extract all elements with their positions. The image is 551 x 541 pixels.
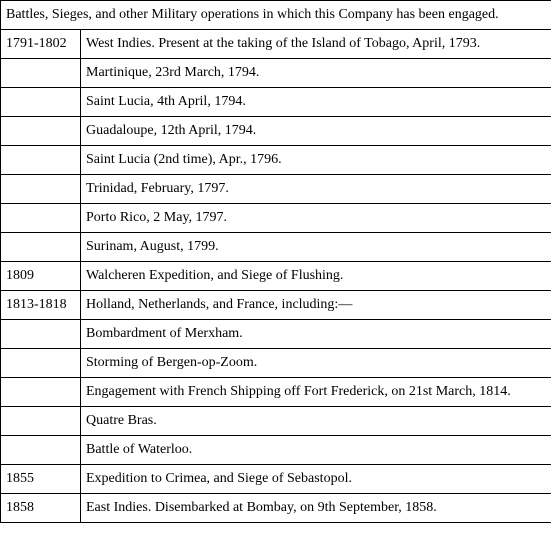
table-row [1, 320, 551, 349]
year-cell [1, 204, 81, 233]
year-cell [1, 88, 81, 117]
event-cell: Guadaloupe, 12th April, 1794. [81, 117, 551, 146]
year-cell [1, 349, 81, 378]
event-cell: Saint Lucia (2nd time), Apr., 1796. [81, 146, 551, 175]
table-row [1, 407, 551, 436]
year-cell [1, 436, 81, 465]
event-cell: Battle of Waterloo. [81, 436, 551, 465]
table-row [1, 204, 551, 233]
year-cell: 1791-1802 [1, 30, 81, 59]
event-cell: Porto Rico, 2 May, 1797. [81, 204, 551, 233]
year-cell [1, 407, 81, 436]
event-cell: Expedition to Crimea, and Siege of Sebastopol. [81, 465, 551, 494]
table-row [1, 291, 551, 320]
year-cell [1, 320, 81, 349]
table-row [1, 117, 551, 146]
event-cell: Saint Lucia, 4th April, 1794. [81, 88, 551, 117]
event-cell: West Indies. Present at the taking of the Island of Tobago, April, 1793. [81, 30, 551, 59]
table-row [1, 436, 551, 465]
event-cell: Bombardment of Merxham. [81, 320, 551, 349]
table-row [1, 175, 551, 204]
year-cell: 1858 [1, 494, 81, 523]
table-row [1, 494, 551, 523]
year-cell [1, 117, 81, 146]
table-row [1, 378, 551, 407]
year-cell [1, 59, 81, 88]
table-header-cell: Battles, Sieges, and other Military operations in which this Company has been engaged. [1, 1, 551, 30]
year-cell: 1813-1818 [1, 291, 81, 320]
event-cell: Surinam, August, 1799. [81, 233, 551, 262]
year-cell: 1809 [1, 262, 81, 291]
year-cell: 1855 [1, 465, 81, 494]
table-row [1, 30, 551, 59]
year-cell [1, 175, 81, 204]
table-row [1, 465, 551, 494]
table-row [1, 349, 551, 378]
year-cell [1, 378, 81, 407]
event-cell: Storming of Bergen-op-Zoom. [81, 349, 551, 378]
table-row [1, 146, 551, 175]
event-cell: Walcheren Expedition, and Siege of Flushing. [81, 262, 551, 291]
table-header-row [1, 1, 551, 30]
table-row [1, 59, 551, 88]
event-cell: Martinique, 23rd March, 1794. [81, 59, 551, 88]
year-cell [1, 233, 81, 262]
table-row [1, 88, 551, 117]
event-cell: Trinidad, February, 1797. [81, 175, 551, 204]
table-row [1, 262, 551, 291]
event-cell: Quatre Bras. [81, 407, 551, 436]
table-row [1, 233, 551, 262]
event-cell: Holland, Netherlands, and France, including:— [81, 291, 551, 320]
year-cell [1, 146, 81, 175]
event-cell: Engagement with French Shipping off Fort Frederick, on 21st March, 1814. [81, 378, 551, 407]
event-cell: East Indies. Disembarked at Bombay, on 9th September, 1858. [81, 494, 551, 523]
